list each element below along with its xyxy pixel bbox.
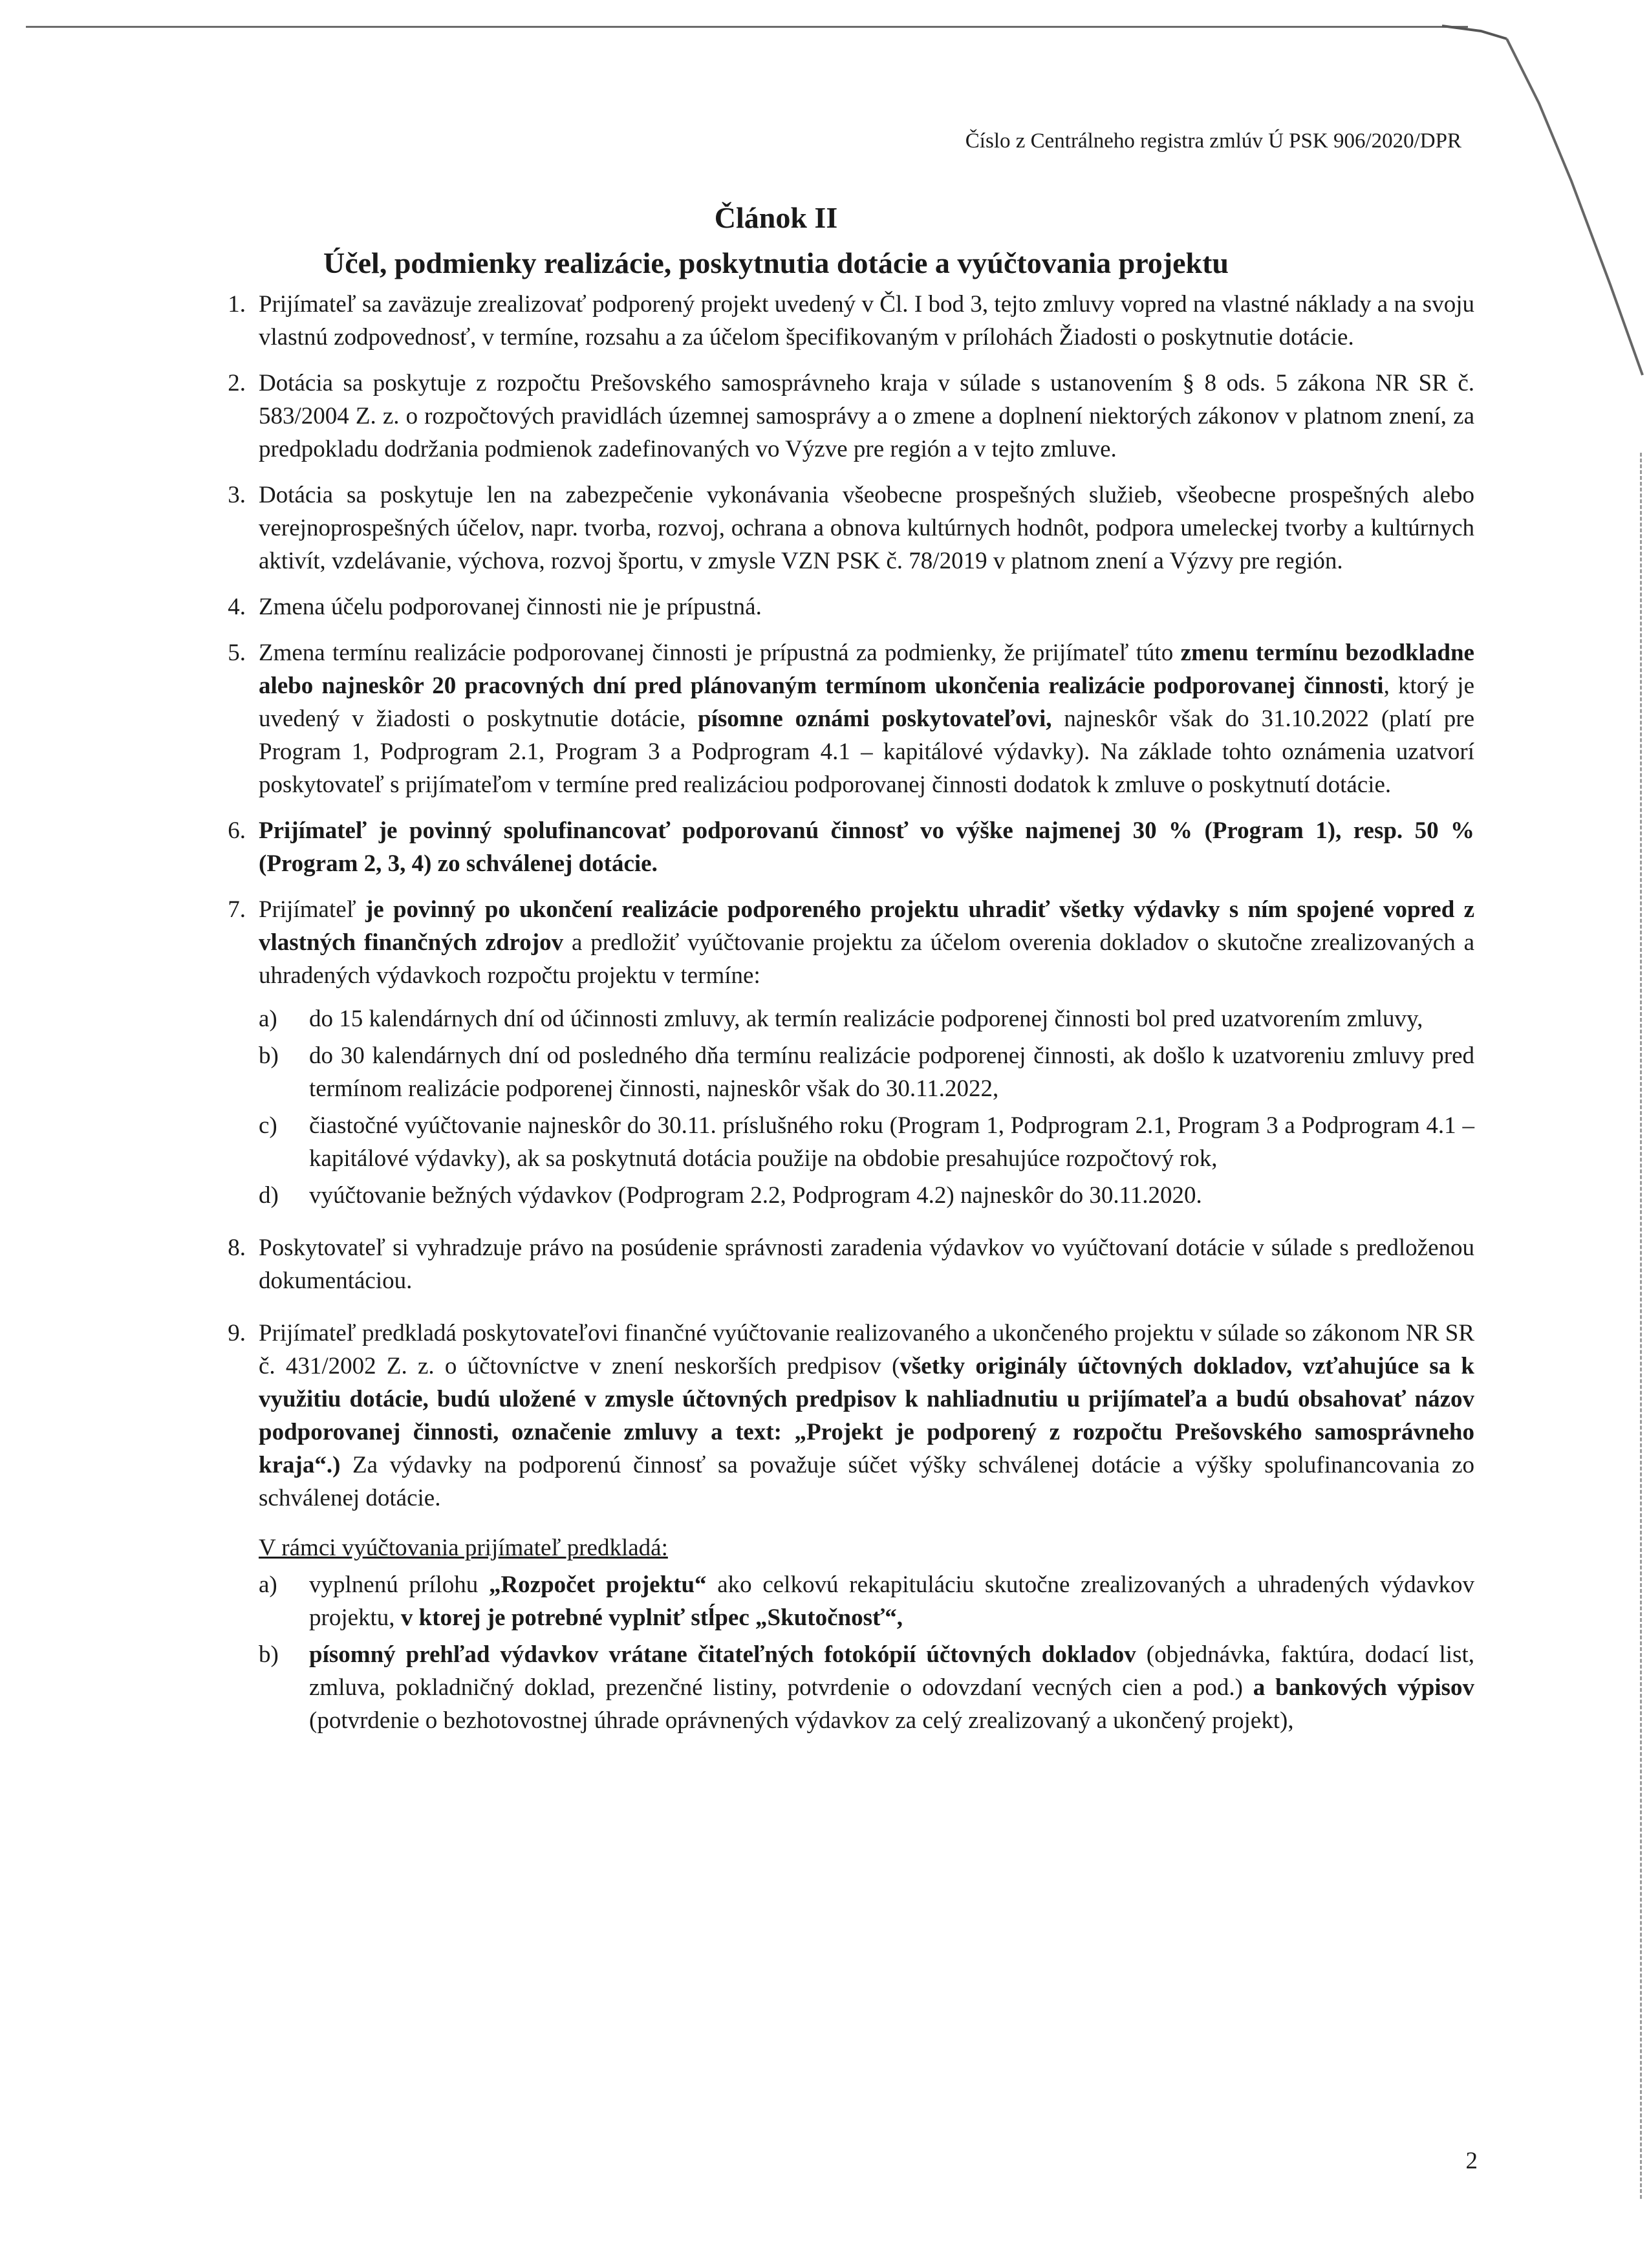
item-text: Zmena účelu podporovanej činnosti nie je prípustná. [259, 594, 762, 620]
sub-item [259, 1039, 1474, 1105]
item-number: 9. [228, 1320, 246, 1346]
list-item [207, 1231, 1474, 1297]
item-number: 2. [228, 370, 246, 396]
item-text: Prijímateľ [259, 896, 365, 923]
sub-item-bold-text: v ktorej je potrebné vyplniť stĺpec „Skutočnosť“, [400, 1604, 903, 1631]
item-text: najneskôr však do 31.10.2022 (platí pre Program 1, Podprogram 2.1, Program 3 a Podprogram 4.1 – kapitálové výdavky). Na základe tohto oznámenia uzatvorí poskytovateľ s prijímateľom v termíne pred realizáciou podporovanej činnosti dodatok k zmluve o poskytnutí dotácie. [259, 706, 1475, 798]
item-text: Dotácia sa poskytuje len na zabezpečenie vykonávania všeobecne prospešných služieb, všeobecne prospešných alebo verejnoprospešných účelov, napr. tvorba, rozvoj, ochrana a obnova kultúrnych hodnôt, podpora umeleckej tvorby a kultúrnych aktivít, vzdelávanie, výchova, rozvoj športu, v zmysle VZN PSK č. 78/2019 v platnom znení a Výzvy pre región. [259, 482, 1474, 574]
item-text: Prijímateľ sa zaväzuje zrealizovať podporený projekt uvedený v Čl. I bod 3, tejto zmluvy vopred na vlastné náklady a na svoju vlastnú zodpovednosť, v termíne, rozsahu a za účelom špecifikovaným v prílohách Žiadosti o poskytnutie dotácie. [259, 291, 1474, 351]
scan-right-edge [1640, 453, 1644, 2199]
sub-item-text: ako celkovú rekapituláciu skutočne zrealizovaných a uhradených výdavkov projektu, [309, 1571, 1474, 1631]
list-item [207, 636, 1474, 801]
item-text: Zmena termínu realizácie podporovanej činnosti je prípustná za podmienky, že prijímateľ túto [259, 640, 1181, 666]
item-text: Dotácia sa poskytuje z rozpočtu Prešovského samosprávneho kraja v súlade s ustanovením § 8 ods. 5 zákona NR SR č. 583/2004 Z. z. o rozpočtových pravidlách územnej samosprávy a o zmene a doplnení niektorých zákonov v platnom znení, za predpokladu dodržania podmienok zadefinovaných vo Výzve pre región a v tejto zmluve. [259, 370, 1474, 462]
item-number: 8. [228, 1235, 246, 1261]
item-number: 1. [228, 291, 246, 318]
sub-item-label: d) [259, 1182, 279, 1209]
article-title: Článok II [714, 201, 838, 234]
sub-item-text: vyúčtovanie bežných výdavkov (Podprogram 2.2, Podprogram 4.2) najneskôr do 30.11.2020. [309, 1182, 1202, 1209]
sub-item-text: (objednávka, faktúra, dodací list, zmluva, pokladničný doklad, prezenčné listiny, potvrdenie o odovzdaní vecných cien a pod.) [309, 1641, 1475, 1701]
sub-item-bold-text: „Rozpočet projektu“ [488, 1571, 707, 1598]
sub-item-text: do 15 kalendárnych dní od účinnosti zmluvy, ak termín realizácie podporenej činnosti bol pred uzatvorením zmluvy, [309, 1006, 1423, 1032]
article-subtitle: Účel, podmienky realizácie, poskytnutia dotácie a vyúčtovania projektu [323, 246, 1229, 279]
list-item [207, 814, 1474, 880]
item-number: 3. [228, 482, 246, 508]
scan-top-line [26, 26, 1468, 28]
item-bold-text: Prijímateľ je povinný spolufinancovať podporovanú činnosť vo výške najmenej 30 % (Program 1), resp. 50 % (Program 2, 3, 4) zo schválenej dotácie. [259, 817, 1474, 877]
list-item [207, 1317, 1474, 1737]
sub-item-label: b) [259, 1641, 279, 1668]
item-bold-text: písomne oznámi poskytovateľovi, [698, 706, 1052, 732]
sub-item-label: a) [259, 1571, 277, 1598]
item-text: , ktorý je uvedený v žiadosti o poskytnutie dotácie, [259, 673, 1474, 732]
item-bold-text: zmenu termínu bezodkladne alebo najneskôr 20 pracovných dní pred plánovaným termínom ukončenia realizácie podporovanej činnosti [259, 640, 1474, 699]
list-item [207, 367, 1474, 466]
sub-item-text: (potvrdenie o bezhotovostnej úhrade oprávnených výdavkov za celý zrealizovaný a ukončený projekt), [309, 1707, 1294, 1734]
sub-item-bold-text: a bankových výpisov [1253, 1674, 1474, 1701]
list-item [207, 893, 1474, 1212]
sub-item-text: čiastočné vyúčtovanie najneskôr do 30.11. príslušného roku (Program 1, Podprogram 2.1, Program 3 a Podprogram 4.1 – kapitálové výdavky), ak sa poskytnutá dotácia použije na obdobie presahujúce rozpočtový rok, [309, 1112, 1474, 1172]
sub-item-label: c) [259, 1112, 277, 1139]
sub-item [259, 1568, 1474, 1634]
billing-heading-text: V rámci vyúčtovania prijímateľ predkladá: [259, 1535, 668, 1561]
item-text: Za výdavky na podporenú činnosť sa považuje súčet výšky schválenej dotácie a výšky spolufinancovania zo schválenej dotácie. [259, 1452, 1474, 1511]
item-text: a predložiť vyúčtovanie projektu za účelom overenia dokladov o skutočne zrealizovaných a uhradených výdavkoch rozpočtu projektu v termíne: [259, 929, 1474, 989]
list-item [207, 288, 1474, 354]
sub-item-bold-text: písomný prehľad výdavkov vrátane čitateľných fotokópií účtovných dokladov [309, 1641, 1136, 1668]
item-number: 5. [228, 640, 246, 666]
page-number: 2 [1465, 2148, 1478, 2174]
sub-item-text: vyplnenú prílohu [309, 1571, 489, 1598]
sub-item [259, 1179, 1474, 1212]
item-text: Poskytovateľ si vyhradzuje právo na posúdenie správnosti zaradenia výdavkov vo vyúčtovaní dotácie v súlade s predloženou dokumentáciou. [259, 1235, 1474, 1294]
sub-item-label: b) [259, 1042, 279, 1069]
item-number: 7. [228, 896, 246, 923]
contract-register-number: Číslo z Centrálneho registra zmlúv Ú PSK 906/2020/DPR [965, 129, 1461, 153]
billing-heading [259, 1531, 1474, 1564]
sub-item [259, 1109, 1474, 1175]
item-number: 6. [228, 817, 246, 844]
sub-item-label: a) [259, 1006, 277, 1032]
sub-item-text: do 30 kalendárnych dní od posledného dňa termínu realizácie podporenej činnosti, ak došlo k uzatvoreniu zmluvy pred termínom realizácie podporenej činnosti, najneskôr však do 30.11.2022, [309, 1042, 1474, 1102]
article-body [207, 288, 1474, 1750]
item-number: 4. [228, 594, 246, 620]
list-item [207, 479, 1474, 578]
list-item [207, 590, 1474, 623]
item-text: Prijímateľ predkladá poskytovateľovi finančné vyúčtovanie realizovaného a ukončeného projektu v súlade so zákonom NR SR č. 431/2002 Z. z. o účtovníctve v znení neskorších predpisov ( [259, 1320, 1474, 1379]
sub-item [259, 1002, 1474, 1035]
item-bold-text: je povinný po ukončení realizácie podporeného projektu uhradiť všetky výdavky s ním spojené vopred z vlastných finančných zdrojov [259, 896, 1474, 956]
item-bold-text: všetky originály účtovných dokladov, vzťahujúce sa k využitiu dotácie, budú uložené v zmysle účtovných predpisov k nahliadnutiu u prijímateľa a budú obsahovať názov podporovanej činnosti, označenie zmluvy a text: „Projekt je podporený z rozpočtu Prešovského samosprávneho kraja“.) [259, 1353, 1474, 1478]
sub-item [259, 1638, 1474, 1737]
